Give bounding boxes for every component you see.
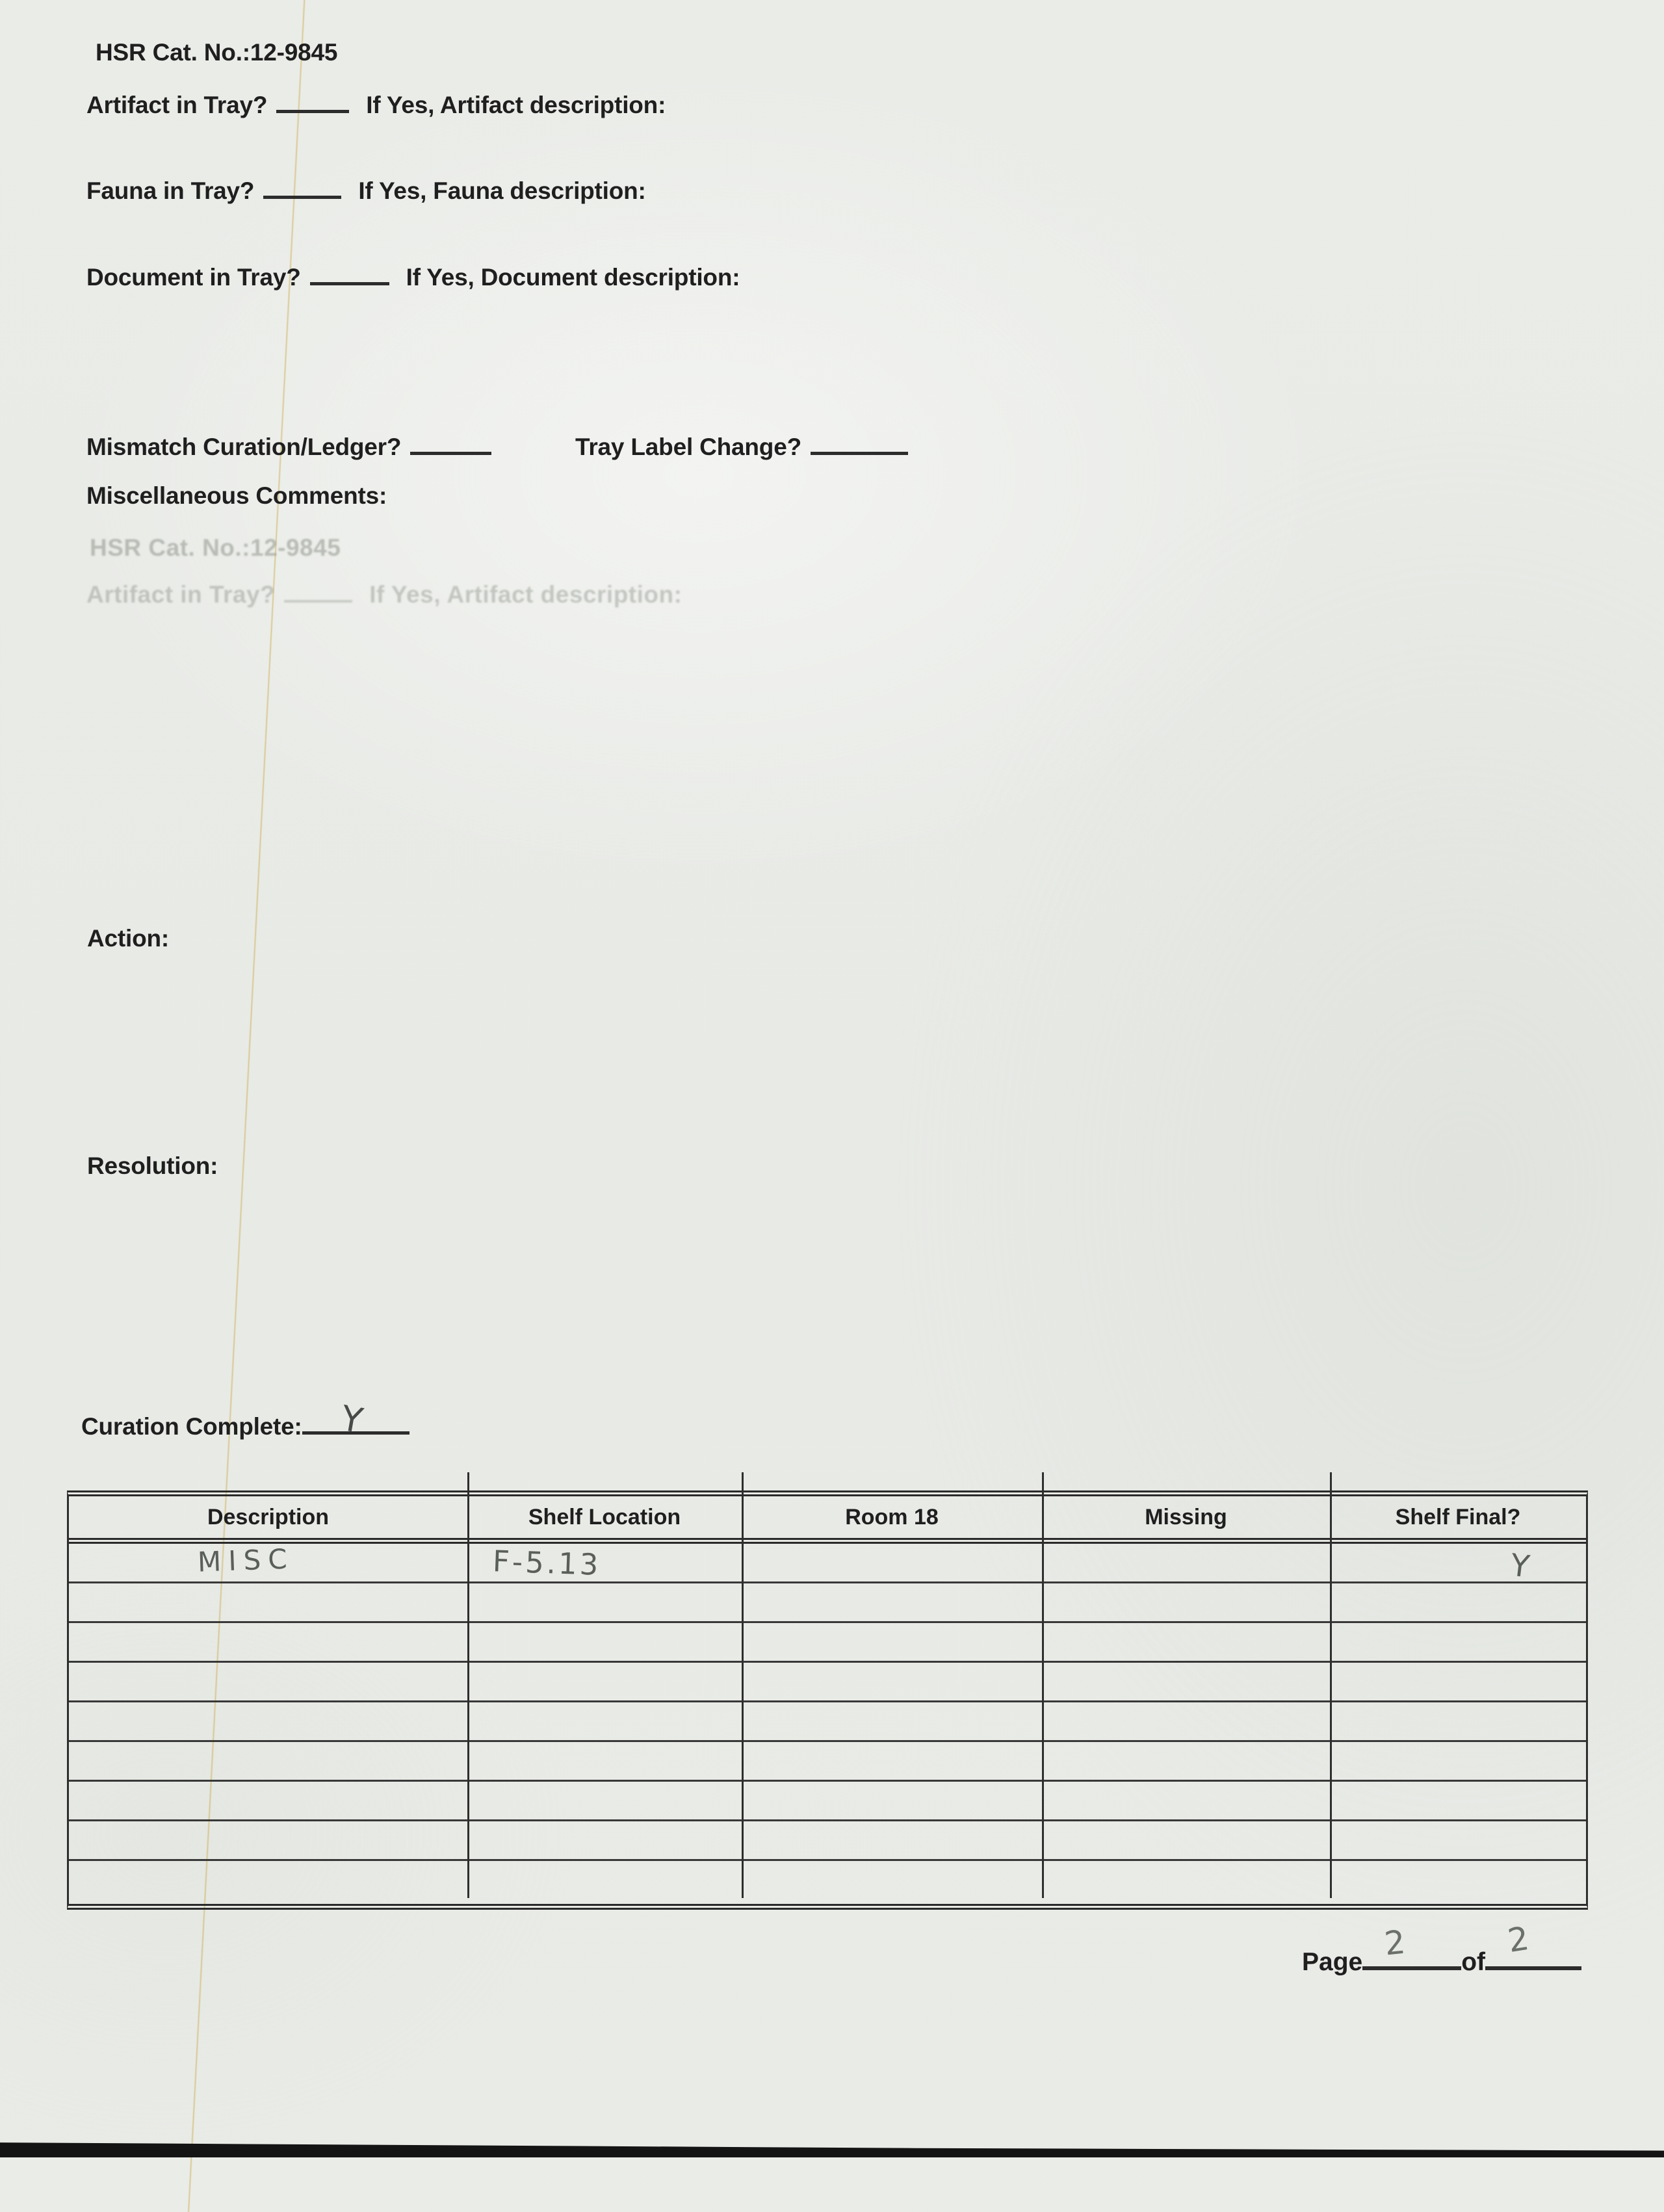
cell-missing (1042, 1702, 1330, 1740)
misc-comments-label: Miscellaneous Comments: (86, 482, 387, 509)
page-footer (1302, 1941, 1581, 1977)
cell-missing (1042, 1742, 1330, 1780)
artifact-followup-label: If Yes, Artifact description: (366, 92, 666, 118)
col-header-description: Description (207, 1504, 330, 1529)
cell-missing (1042, 1663, 1330, 1700)
resolution-label: Resolution: (87, 1152, 218, 1179)
cell-room-18 (742, 1544, 1042, 1581)
cell-shelf-final (1330, 1782, 1586, 1819)
cell-shelf-final (1330, 1583, 1586, 1621)
cell-shelf-location (467, 1782, 742, 1819)
table-row (69, 1544, 1586, 1583)
table-column-divider (742, 1472, 744, 1898)
cell-missing (1042, 1861, 1330, 1904)
table-header-row (69, 1496, 1586, 1544)
table-row (69, 1861, 1586, 1904)
cell-shelf-final (1330, 1623, 1586, 1661)
col-header-shelf-location: Shelf Location (528, 1504, 681, 1529)
table-row (69, 1821, 1586, 1861)
hw-curation-complete-value: Y (337, 1398, 366, 1442)
cell-missing (1042, 1544, 1330, 1581)
hsr-cat-no-line (96, 39, 337, 66)
cell-room-18 (742, 1861, 1042, 1904)
hw-shelf-location-value: F-5.13 (492, 1544, 602, 1582)
document-question-row (86, 258, 740, 291)
document-answer-blank (310, 258, 389, 285)
hw-description-value: MISC (197, 1542, 295, 1578)
table-row (69, 1702, 1586, 1742)
cell-description (69, 1583, 467, 1621)
mismatch-question-row (86, 428, 491, 461)
table-row (69, 1623, 1586, 1663)
page-number-blank (1362, 1941, 1461, 1970)
cell-shelf-location (467, 1663, 742, 1700)
cell-missing (1042, 1583, 1330, 1621)
hsr-cat-no-value: 12-9845 (250, 39, 338, 66)
hw-page-number: 2 (1383, 1923, 1407, 1963)
tray-label-change-blank (811, 428, 908, 455)
table-row (69, 1782, 1586, 1821)
cell-room-18 (742, 1742, 1042, 1780)
fauna-answer-blank (263, 172, 341, 199)
col-header-room-18: Room 18 (845, 1504, 939, 1529)
scanner-edge-shadow (0, 2140, 1664, 2157)
cell-missing (1042, 1821, 1330, 1859)
hw-shelf-final-value: Y (1508, 1547, 1531, 1585)
cell-shelf-final (1330, 1821, 1586, 1859)
cell-room-18 (742, 1663, 1042, 1700)
curation-table (67, 1490, 1588, 1910)
artifact-answer-blank (276, 86, 349, 113)
artifact-question-label: Artifact in Tray? (86, 92, 268, 118)
col-header-missing: Missing (1145, 1504, 1227, 1529)
cell-shelf-location (467, 1861, 742, 1904)
fauna-question-row (86, 172, 646, 205)
ghost-artifact-blank (284, 576, 352, 603)
cell-shelf-final (1330, 1742, 1586, 1780)
document-question-label: Document in Tray? (86, 264, 301, 291)
cell-description (69, 1623, 467, 1661)
cell-room-18 (742, 1821, 1042, 1859)
cell-description (69, 1821, 467, 1859)
table-column-divider (1042, 1472, 1044, 1898)
table-body (69, 1544, 1586, 1904)
cell-description (69, 1702, 467, 1740)
action-label: Action: (87, 925, 170, 952)
cell-shelf-final (1330, 1544, 1586, 1581)
table-row (69, 1583, 1586, 1623)
cell-shelf-location (467, 1742, 742, 1780)
cell-shelf-final (1330, 1861, 1586, 1904)
of-label: of (1461, 1948, 1486, 1976)
cell-room-18 (742, 1702, 1042, 1740)
document-followup-label: If Yes, Document description: (406, 264, 740, 291)
cell-room-18 (742, 1623, 1042, 1661)
curation-complete-label: Curation Complete: (81, 1413, 302, 1440)
hsr-cat-no-label: HSR Cat. No.: (96, 39, 250, 66)
fauna-question-label: Fauna in Tray? (86, 177, 255, 204)
table-row (69, 1663, 1586, 1702)
cell-description (69, 1663, 467, 1700)
fauna-followup-label: If Yes, Fauna description: (358, 177, 646, 204)
table-column-divider (467, 1472, 469, 1898)
cell-shelf-final (1330, 1702, 1586, 1740)
cell-shelf-location (467, 1623, 742, 1661)
col-header-shelf-final: Shelf Final? (1395, 1504, 1521, 1529)
cell-shelf-final (1330, 1663, 1586, 1700)
cell-room-18 (742, 1782, 1042, 1819)
cell-description (69, 1861, 467, 1904)
table-column-divider (1330, 1472, 1332, 1898)
cell-shelf-location (467, 1702, 742, 1740)
mismatch-question-label: Mismatch Curation/Ledger? (86, 434, 402, 460)
cell-missing (1042, 1782, 1330, 1819)
hw-page-total: 2 (1505, 1919, 1532, 1960)
ghost-bleedthrough-line1: HSR Cat. No.:12-9845 (90, 534, 341, 561)
tray-label-change-label: Tray Label Change? (575, 434, 801, 460)
ghost-bleedthrough-line2 (86, 576, 682, 608)
cell-room-18 (742, 1583, 1042, 1621)
cell-description (69, 1742, 467, 1780)
mismatch-answer-blank (410, 428, 491, 455)
tray-label-change-row (575, 428, 908, 461)
cell-shelf-location (467, 1583, 742, 1621)
artifact-question-row (86, 86, 666, 119)
page-label: Page (1302, 1948, 1363, 1976)
cell-shelf-location (467, 1821, 742, 1859)
ghost-artifact-followup: If Yes, Artifact description: (369, 581, 682, 608)
table-row (69, 1742, 1586, 1782)
page-total-blank (1485, 1941, 1581, 1970)
ghost-artifact-label: Artifact in Tray? (86, 581, 276, 608)
cell-missing (1042, 1623, 1330, 1661)
cell-description (69, 1782, 467, 1819)
